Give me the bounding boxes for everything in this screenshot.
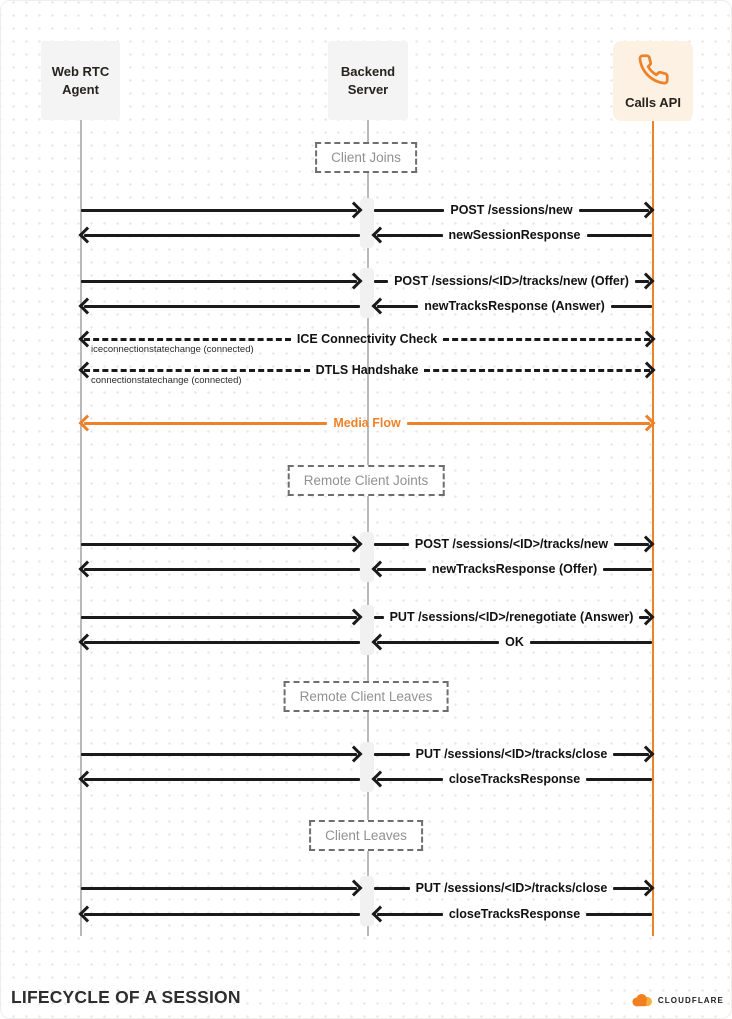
message-new-tracks-response-answer [374,299,652,313]
message-label: closeTracksResponse [448,907,581,921]
arrowhead-right-icon [346,202,363,219]
actor-label: Backend Server [340,63,396,97]
arrowhead-right-icon [639,331,656,348]
message-label: PUT /sessions/<ID>/tracks/close [415,747,608,761]
arrowhead-left-icon [372,227,389,244]
arrowhead-right-icon [638,536,655,553]
message-post-sessions-new [374,203,652,217]
arrowhead-right-icon [638,202,655,219]
arrowhead-left-icon [79,771,96,788]
arrowhead-right-icon [346,609,363,626]
milestone-remote-client-joints [288,465,445,496]
arrowhead-left-icon [372,298,389,315]
milestone-label: Client Joins [331,150,401,165]
milestone-client-joins [315,142,417,173]
arrowhead-right-icon [346,746,363,763]
milestone-remote-client-leaves [284,681,449,712]
arrow-agent-to-backend [81,203,360,217]
message-close-tracks-response-2 [374,907,652,921]
arrowhead-right-icon [346,273,363,290]
arrowhead-right-icon [639,362,656,379]
arrowhead-left-icon [372,771,389,788]
message-label: PUT /sessions/<ID>/renegotiate (Answer) [389,610,634,624]
actor-backend-server [328,41,408,120]
arrow-backend-to-agent [81,907,360,921]
message-label: Media Flow [333,416,401,430]
arrowhead-left-icon [79,906,96,923]
message-label: newTracksResponse (Offer) [431,562,598,576]
message-media-flow [81,416,653,430]
arrow-agent-to-backend [81,610,360,624]
message-label: PUT /sessions/<ID>/tracks/close [415,881,608,895]
message-new-tracks-response-offer [374,562,652,576]
arrowhead-right-icon [638,609,655,626]
message-label: POST /sessions/<ID>/tracks/new [414,537,609,551]
arrowhead-right-icon [638,273,655,290]
actor-label: Web RTC Agent [51,63,110,97]
arrowhead-right-icon [346,536,363,553]
arrowhead-left-icon [79,227,96,244]
milestone-label: Client Leaves [325,828,407,843]
actor-webrtc-agent [41,41,120,120]
milestone-label: Remote Client Joints [303,473,429,488]
arrow-backend-to-agent [81,772,360,786]
message-label: POST /sessions/<ID>/tracks/new (Offer) [394,274,629,288]
arrow-backend-to-agent [81,562,360,576]
activation-bar [360,268,374,318]
event-note-ice: iceconnectionstatechange (connected) [91,344,254,355]
message-label: ICE Connectivity Check [296,332,438,346]
page-title: LIFECYCLE OF A SESSION [11,987,241,1007]
arrow-agent-to-backend [81,881,360,895]
lifeline-webrtc-agent [80,120,82,936]
message-label: newSessionResponse [448,228,581,242]
event-note-dtls: connectionstatechange (connected) [91,375,242,386]
message-put-tracks-close-2 [374,881,652,895]
message-put-renegotiate-answer [374,610,652,624]
arrow-agent-to-backend [81,747,360,761]
message-label: closeTracksResponse [448,772,581,786]
brand-wordmark: CLOUDFLARE [657,995,724,1005]
arrowhead-left-icon [79,298,96,315]
lifeline-calls-api [652,121,655,936]
arrowhead-left-icon [372,634,389,651]
arrowhead-left-icon [79,634,96,651]
arrow-agent-to-backend [81,537,360,551]
arrowhead-left-icon [79,415,96,432]
message-label: POST /sessions/new [450,203,573,217]
message-new-session-response [374,228,652,242]
activation-bar [360,742,374,792]
cloudflare-logo [630,992,724,1008]
activation-bar [360,876,374,926]
arrow-backend-to-agent [81,299,360,313]
milestone-client-leaves [309,820,423,851]
message-put-tracks-close [374,747,652,761]
message-label: newTracksResponse (Answer) [424,299,605,313]
arrowhead-left-icon [79,561,96,578]
arrow-backend-to-agent [81,635,360,649]
activation-bar [360,198,374,248]
arrow-agent-to-backend [81,274,360,288]
arrowhead-left-icon [372,906,389,923]
activation-bar [360,605,374,655]
arrowhead-left-icon [372,561,389,578]
actor-calls-api [613,41,693,121]
actor-label: Calls API [625,95,681,111]
message-label: DTLS Handshake [315,363,419,377]
activation-bar [360,532,374,582]
arrowhead-right-icon [639,415,656,432]
arrowhead-right-icon [638,746,655,763]
milestone-label: Remote Client Leaves [299,689,433,704]
cloudflare-cloud-icon [630,992,654,1008]
message-post-tracks-new-offer [374,274,652,288]
message-ok [374,635,652,649]
arrow-backend-to-agent [81,228,360,242]
message-post-tracks-new [374,537,652,551]
message-label: OK [505,635,524,649]
message-close-tracks-response [374,772,652,786]
arrowhead-right-icon [346,880,363,897]
phone-icon [637,50,670,88]
arrowhead-right-icon [638,880,655,897]
